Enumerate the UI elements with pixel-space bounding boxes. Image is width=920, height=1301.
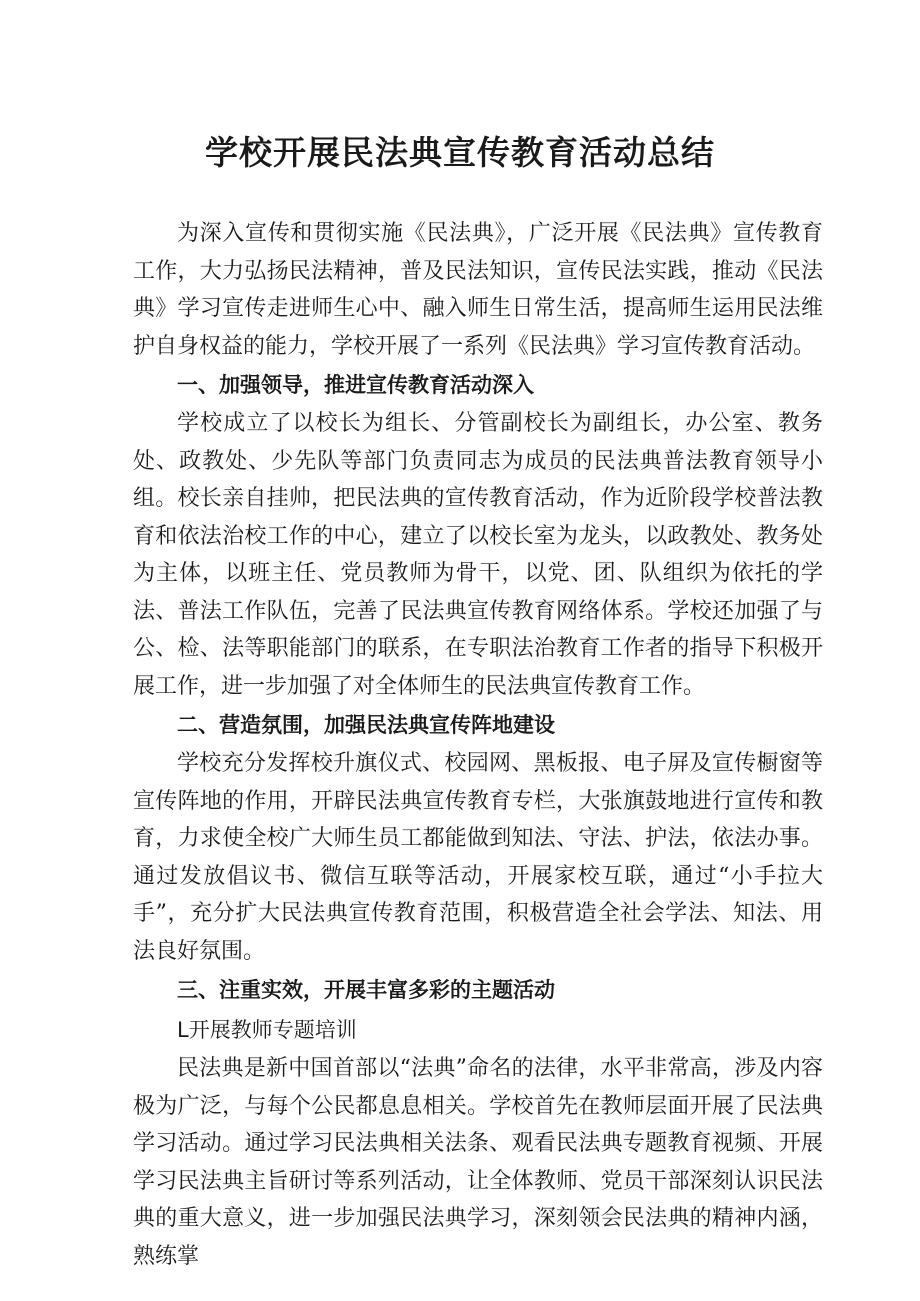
section-heading-2: 二、营造氛围，加强民法典宣传阵地建设 bbox=[177, 713, 555, 737]
paragraph-teacher-training: 民法典是新中国首部以“法典”命名的法律，水平非常高，涉及内容极为广泛，与每个公民都息息相关。学校首先在教师层面开展了民法典学习活动。通过学习民法典相关法条、观看民法典专题教育视频、开展学习民法典主旨研讨等系列活动，让全体教师、党员干部深刻认识民法典的重大意义，进一步加强民法典学习，深刻领会民法典的精神内涵，熟练掌 bbox=[133, 1056, 823, 1269]
document-title: 学校开展民法典宣传教育活动总结 bbox=[205, 133, 715, 172]
paragraph-leadership: 学校成立了以校长为组长、分管副校长为副组长，办公室、教务处、政教处、少先队等部门负责同志为成员的民法典普法教育领导小组。校长亲自挂帅，把民法典的宣传教育活动，作为近阶段学校普法教育和依法治校工作的中心，建立了以校长室为龙头，以政教处、教务处为主体，以班主任、党员教师为骨干，以党、团、队组织为依托的学法、普法工作队伍，完善了民法典宣传教育网络体系。学校还加强了与公、检、法等职能部门的联系，在专职法治教育工作者的指导下积极开展工作，进一步加强了对全体师生的民法典宣传教育工作。 bbox=[133, 411, 823, 699]
section-heading-3: 三、注重实效，开展丰富多彩的主题活动 bbox=[177, 978, 555, 1002]
section-heading-1: 一、加强领导，推进宣传教育活动深入 bbox=[177, 373, 534, 397]
subsection-heading-1: L开展教师专题培训 bbox=[177, 1018, 357, 1042]
paragraph-atmosphere: 学校充分发挥校升旗仪式、校园网、黑板报、电子屏及宣传橱窗等宣传阵地的作用，开辟民法典宣传教育专栏，大张旗鼓地进行宣传和教育，力求使全校广大师生员工都能做到知法、守法、护法，依法办事。通过发放倡议书、微信互联等活动，开展家校互联，通过“小手拉大手”，充分扩大民法典宣传教育范围，积极营造全社会学法、知法、用法良好氛围。 bbox=[133, 751, 823, 964]
document-body bbox=[133, 215, 823, 1275]
paragraph-intro: 为深入宣传和贯彻实施《民法典》，广泛开展《民法典》宣传教育工作，大力弘扬民法精神，普及民法知识，宣传民法实践，推动《民法典》学习宣传走进师生心中、融入师生日常生活，提高师生运用民法维护自身权益的能力，学校开展了一系列《民法典》学习宣传教育活动。 bbox=[133, 221, 823, 359]
